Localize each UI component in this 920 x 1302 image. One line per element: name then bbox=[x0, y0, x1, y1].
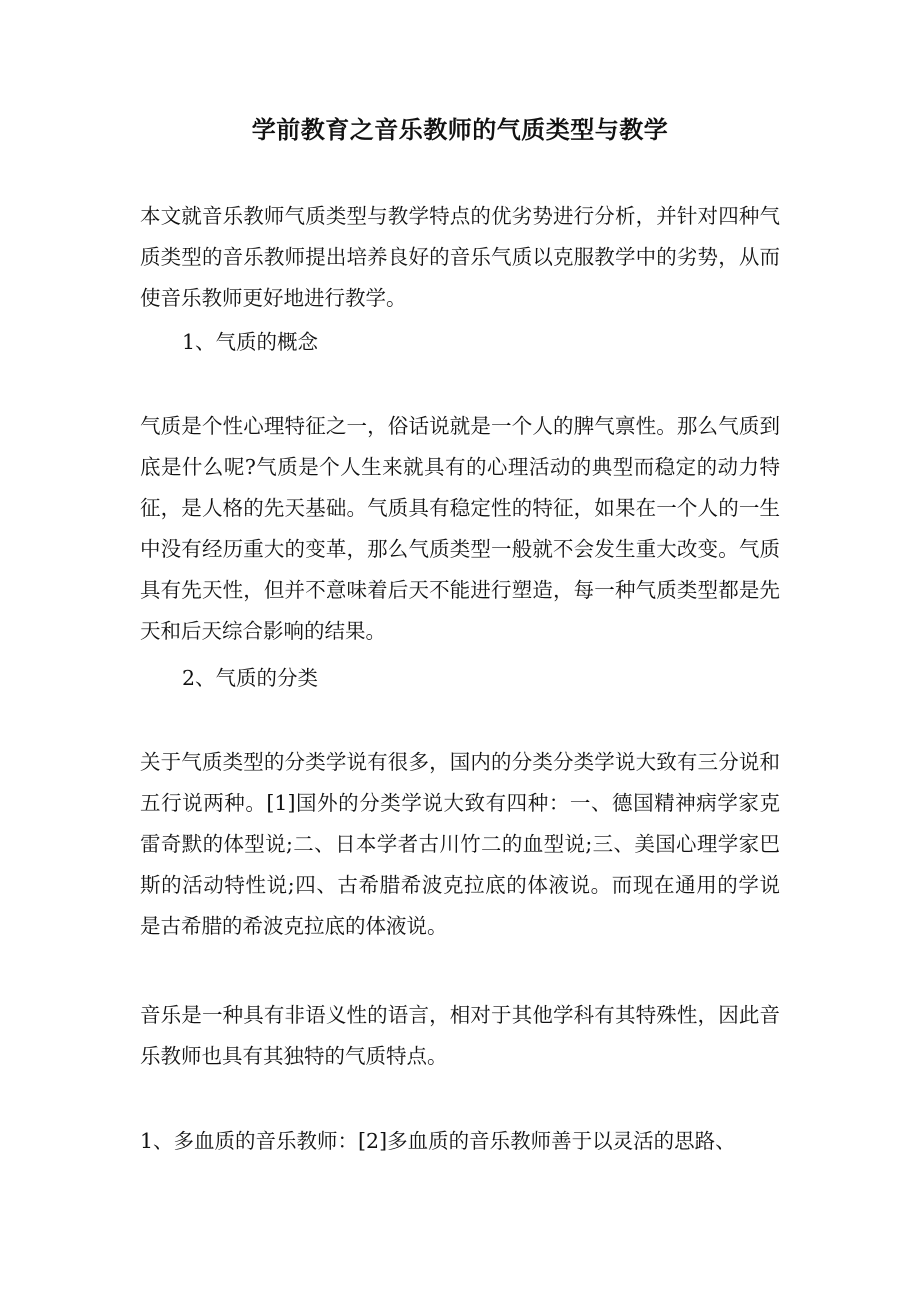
intro-paragraph: 本文就音乐教师气质类型与教学特点的优劣势进行分析，并针对四种气质类型的音乐教师提出培养良好的音乐气质以克服教学中的劣势，从而使音乐教师更好地进行教学。 bbox=[140, 204, 780, 310]
concept-paragraph: 气质是个性心理特征之一，俗话说就是一个人的脾气禀性。那么气质到底是什么呢?气质是个人生来就具有的心理活动的典型而稳定的动力特征，是人格的先天基础。气质具有稳定性的特征，如果在一个人的一生中没有经历重大的变革，那么气质类型一般就不会发生重大改变。气质具有先天性，但并不意味着后天不能进行塑造，每一种气质类型都是先天和后天综合影响的结果。 bbox=[140, 414, 780, 643]
classification-paragraph: 关于气质类型的分类学说有很多，国内的分类分类学说大致有三分说和五行说两种。[1]国外的分类学说大致有四种：一、德国精神病学家克雷奇默的体型说;二、日本学者古川竹二的血型说;三、美国心理学家巴斯的活动特性说;四、古希腊希波克拉底的体液说。而现在通用的学说是古希腊的希波克拉底的体液说。 bbox=[140, 750, 780, 938]
section-heading-concept: 1、气质的概念 bbox=[182, 330, 319, 354]
music-paragraph: 音乐是一种具有非语义性的语言，相对于其他学科有其特殊性，因此音乐教师也具有其独特的气质特点。 bbox=[140, 1003, 780, 1068]
document-title: 学前教育之音乐教师的气质类型与教学 bbox=[251, 115, 669, 144]
section-heading-classification: 2、气质的分类 bbox=[182, 666, 319, 690]
sanguine-teacher-paragraph: 1、多血质的音乐教师：[2]多血质的音乐教师善于以灵活的思路、 bbox=[140, 1129, 736, 1153]
